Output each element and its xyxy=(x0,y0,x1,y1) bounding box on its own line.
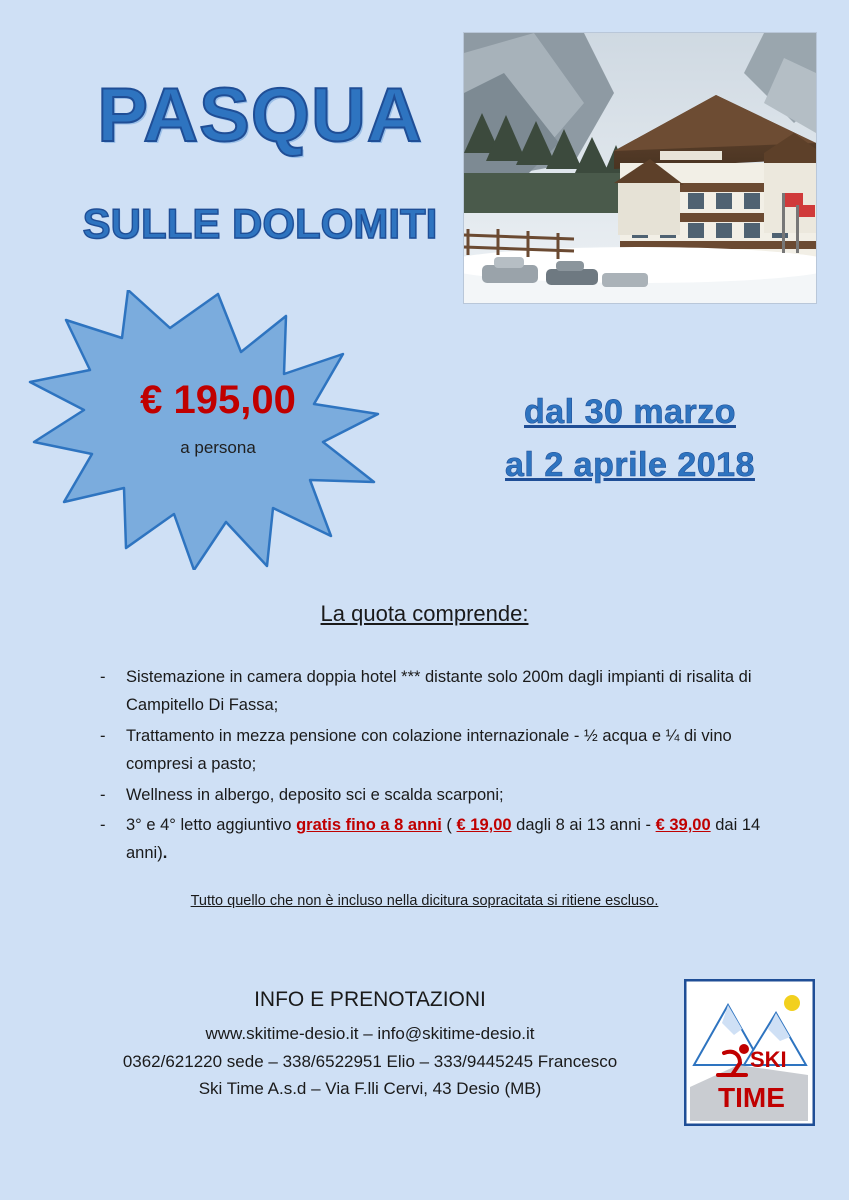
text-run: Trattamento in mezza pensione con colazione internazionale - ½ acqua e ¼ di vino compresi a pasto; xyxy=(126,726,732,774)
text-run: 3° e 4° letto aggiuntivo xyxy=(126,815,297,834)
list-item xyxy=(100,781,790,809)
text-run: Wellness in albergo, deposito sci e scalda scarponi; xyxy=(126,785,504,804)
text-emphasis: . xyxy=(162,844,168,863)
highlight-price: gratis fino a 8 anni xyxy=(296,815,442,834)
list-item-text xyxy=(126,811,790,868)
text-run: dagli 8 ai 13 anni - xyxy=(511,815,656,834)
includes-heading xyxy=(0,601,849,627)
list-item-dash: - xyxy=(100,785,106,804)
list-item-text xyxy=(126,663,790,720)
page-subtitle: SULLE DOLOMITI xyxy=(82,200,438,247)
text-run: Sistemazione in camera doppia hotel *** distante solo 200m dagli impianti di risalita di Campitello Di Fassa; xyxy=(126,668,752,715)
text-run: dai 14 anni) xyxy=(126,815,761,863)
price-per-person: a persona xyxy=(180,438,256,457)
travel-dates xyxy=(430,386,830,491)
includes-list xyxy=(100,663,790,870)
logo-text-ski: SKI xyxy=(750,1047,787,1072)
footer-phones: 0362/621220 sede – 338/6522951 Elio – 333/9445245 Francesco xyxy=(122,1051,618,1071)
date-line-2: al 2 aprile 2018 xyxy=(505,445,755,484)
hotel-photo xyxy=(463,32,817,304)
list-item xyxy=(100,811,790,868)
price-starburst xyxy=(18,290,418,570)
list-item xyxy=(100,663,790,720)
highlight-price: € 19,00 xyxy=(456,815,512,834)
footer-web-email: www.skitime-desio.it – info@skitime-desio.it xyxy=(205,1024,535,1043)
exclusion-note xyxy=(0,893,849,909)
page-title: PASQUA xyxy=(97,73,423,158)
price-amount: € 195,00 xyxy=(140,378,296,422)
text-run: ( xyxy=(441,815,457,834)
list-item xyxy=(100,722,790,779)
includes-heading-text: La quota comprende: xyxy=(320,601,529,626)
list-item-dash: - xyxy=(100,668,106,686)
list-item-text xyxy=(126,722,790,779)
list-item-dash: - xyxy=(100,726,106,745)
footer-title: INFO E PRENOTAZIONI xyxy=(254,988,486,1011)
exclusion-note-text: Tutto quello che non è incluso nella dicitura sopracitata si ritiene escluso. xyxy=(190,893,659,909)
list-item-text xyxy=(126,781,790,809)
logo-text-time: TIME xyxy=(718,1082,785,1113)
footer-contact xyxy=(60,988,680,1103)
list-item-dash: - xyxy=(100,815,106,834)
ski-time-logo xyxy=(684,979,815,1126)
highlight-price: € 39,00 xyxy=(655,815,711,834)
footer-address: Ski Time A.s.d – Via F.lli Cervi, 43 Desio (MB) xyxy=(198,1079,542,1099)
date-line-1: dal 30 marzo xyxy=(524,393,736,431)
